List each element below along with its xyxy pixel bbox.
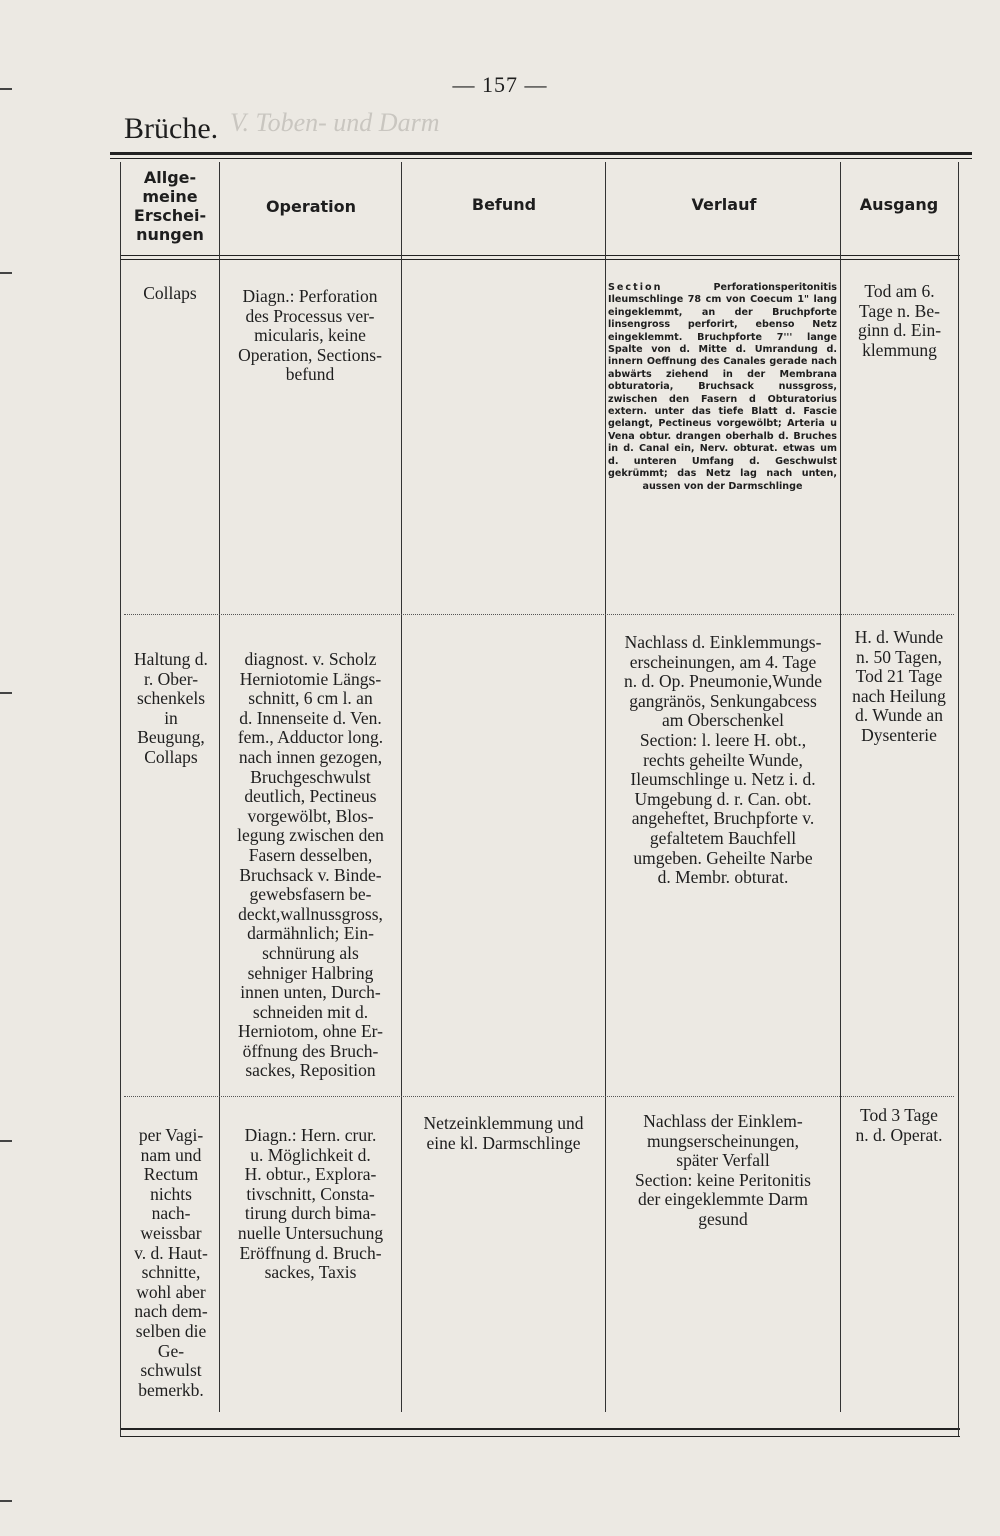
text-line: deckt,wallnussgross, [238, 903, 383, 924]
text-line: der eingeklemmte Darm [637, 1189, 809, 1210]
text-line: weissbar [140, 1222, 202, 1243]
text-line: d. Innenseite d. Ven. [239, 707, 382, 728]
text-line: innen unten, Durch- [240, 982, 381, 1003]
text-line: u. Möglichkeit d. [250, 1144, 371, 1165]
text-line: Section: l. leere H. obt., [639, 729, 807, 750]
text-line: legung zwischen den [237, 825, 384, 846]
text-line: Fasern desselben, [248, 844, 373, 865]
section-lead: Section [608, 282, 663, 293]
text-line: darmähnlich; Ein- [247, 923, 374, 944]
row2-ausgang [841, 628, 957, 746]
column-divider [401, 162, 402, 1412]
text-line: nach dem- [134, 1301, 208, 1322]
text-line: n. d. Operat. [855, 1124, 943, 1145]
text-line: sackes, Taxis [264, 1262, 357, 1283]
text-line: vorgewölbt, Blos- [247, 805, 374, 826]
bottom-rule [120, 1428, 960, 1430]
row2-allgemeine [122, 650, 220, 768]
row1-allgemeine: Collaps [143, 283, 197, 303]
text-line: öffnung des Bruch- [242, 1040, 379, 1061]
text-line: Ileumschlinge u. Netz i. d. [630, 769, 816, 790]
text-line: wohl aber [136, 1281, 206, 1302]
edge-mark [0, 1500, 12, 1502]
text-line: deutlich, Pectineus [244, 786, 377, 807]
text-line: d. Wunde an [855, 705, 943, 726]
header-allgemeine-erscheinungen [122, 168, 218, 244]
row3-ausgang [841, 1106, 957, 1145]
text-line: Operation, Sections- [238, 344, 382, 365]
text-line: schnürung als [262, 942, 359, 963]
text-line: nichts [150, 1183, 192, 1204]
text-line: Rectum [143, 1164, 199, 1185]
header-ausgang: Ausgang [859, 195, 939, 214]
text-line: Netzeinklemmung und [423, 1113, 584, 1133]
text-line: d. Membr. obturat. [657, 867, 789, 888]
row3-befund [402, 1114, 605, 1153]
header-verlauf: Verlauf [691, 195, 757, 214]
text-line: schnitt, 6 cm l. an [248, 688, 373, 709]
text-line: nach innen gezogen, [238, 746, 383, 767]
text-line: eine kl. Darmschlinge [426, 1132, 581, 1153]
text-line: H. obtur., Explora- [244, 1164, 377, 1185]
text-line: selben die [135, 1320, 207, 1341]
column-divider [120, 162, 121, 1436]
text-line: des Processus ver- [245, 305, 375, 326]
edge-mark [0, 692, 12, 694]
row-separator [124, 1096, 954, 1097]
text-line: bemerkb. [138, 1379, 204, 1400]
row2-verlauf [606, 633, 840, 888]
text-line: Bruchsack v. Binde- [239, 864, 382, 885]
text-line: Herniotom, ohne Er- [238, 1021, 383, 1042]
text-line: micularis, keine [254, 325, 366, 346]
row1-operation [220, 287, 400, 385]
text-line: am Oberschenkel [662, 710, 784, 731]
verlauf-text: Perforationsperitonitis Ileumschlinge 78 cm von Coecum 1" lang eingeklemmt, an der Bruchpforte linsengross perforirt, ebenso Netz eingeklemmt. Bruchpforte 7''' lange Spalte von d. Mitte d. Umrandung d. innern Oeffnung des Canales gerade nach abwärts ziehend in der Membrana obturatoria, Bruchsack nussgross, zwischen den Fasern d Obturatorius extern. unter das tiefe Blatt d. Fascie gelangt, Pectineus vorgewölbt; Arteria u Vena obtur. drangen oberhalb d. Bruches in d. Canal ein, Nerv. obturat. etwas um d. unteren Umfang d. Geschwulst gekrümmt; das Netz lag nach unten, aussen von der Darmschlinge [608, 282, 837, 492]
edge-mark [0, 1140, 12, 1142]
text-line: gesund [698, 1208, 748, 1229]
text-line: Collaps [144, 746, 198, 767]
text-line: Beugung, [137, 727, 205, 748]
text-line: n. d. Op. Pneumonie,Wunde [623, 671, 823, 692]
edge-mark [0, 272, 12, 274]
edge-mark [0, 88, 12, 90]
bottom-thin-rule [120, 1436, 960, 1437]
text-line: gewebsfasern be- [249, 884, 372, 905]
text-line: befund [285, 364, 335, 385]
text-line: r. Ober- [143, 668, 199, 689]
text-line: Tod 3 Tage [860, 1105, 938, 1125]
text-line: gangränös, Senkungabcess [629, 690, 817, 711]
text-line: diagnost. v. Scholz [244, 649, 377, 669]
text-line: nach Heilung [852, 685, 946, 706]
text-line: gefaltetem Bauchfell [649, 827, 797, 848]
text-line: mungserscheinungen, [646, 1130, 800, 1151]
bleed-through-text: V. Toben- und Darm [230, 108, 440, 137]
header-line: Allge- [143, 168, 197, 187]
header-rule [120, 255, 960, 256]
text-line: schwulst [140, 1360, 202, 1381]
top-thin-rule [110, 158, 972, 159]
text-line: Tage n. Be- [859, 300, 940, 321]
text-line: erscheinungen, am 4. Tage [629, 651, 817, 672]
column-divider [840, 162, 841, 1412]
text-line: umgeben. Geheilte Narbe [633, 847, 813, 868]
text-line: rechts geheilte Wunde, [643, 749, 803, 770]
text-line: sehniger Halbring [247, 962, 374, 983]
column-divider [958, 162, 959, 1436]
text-line: schenkels [136, 688, 206, 709]
text-line: Dysenterie [861, 724, 937, 745]
row1-ausgang [842, 282, 957, 360]
text-line: Tod 21 Tage [855, 666, 943, 687]
text-line: Diagn.: Perforation [242, 286, 378, 306]
text-line: schnitte, [141, 1262, 201, 1283]
text-line: Haltung d. [134, 649, 208, 669]
text-line: angeheftet, Bruchpforte v. [631, 808, 815, 829]
text-line: klemmung [862, 339, 937, 360]
row-separator [124, 614, 954, 615]
text-line: schneiden mit d. [252, 1001, 369, 1022]
text-line: Umgebung d. r. Can. obt. [634, 788, 812, 809]
header-line: Erschei- [133, 206, 207, 225]
text-line: Nachlass der Einklem- [643, 1111, 803, 1131]
text-line: Nachlass d. Einklemmungs- [624, 632, 822, 652]
header-line: nungen [136, 225, 204, 244]
text-line: Section: keine Peritonitis [635, 1169, 811, 1190]
text-line: ginn d. Ein- [857, 320, 942, 341]
text-line: Ge- [157, 1340, 185, 1361]
row1-verlauf [608, 282, 837, 493]
text-line: Bruchgeschwulst [250, 766, 371, 787]
top-double-rule [110, 152, 972, 155]
text-line: v. d. Haut- [134, 1242, 208, 1263]
text-line: in [164, 707, 178, 728]
text-line: tirung durch bima- [244, 1203, 377, 1224]
text-line: Diagn.: Hern. crur. [244, 1125, 377, 1145]
text-line: Herniotomie Längs- [239, 668, 382, 689]
header-rule-2 [120, 259, 960, 260]
text-line: n. 50 Tagen, [856, 646, 942, 667]
text-line: Eröffnung d. Bruch- [239, 1242, 382, 1263]
text-line: Tod am 6. [864, 281, 935, 301]
text-line: später Verfall [676, 1150, 770, 1171]
row3-operation [220, 1126, 401, 1283]
row3-allgemeine [122, 1126, 220, 1400]
text-line: nam und [140, 1144, 202, 1165]
text-line: H. d. Wunde [854, 627, 944, 647]
text-line: fem., Adductor long. [237, 727, 384, 748]
text-line: tivschnitt, Consta- [246, 1183, 375, 1204]
text-line: nuelle Untersuchung [237, 1222, 384, 1243]
row3-verlauf [606, 1112, 840, 1230]
header-line: meine [142, 187, 198, 206]
text-line: nach- [151, 1203, 191, 1224]
text-line: per Vagi- [138, 1125, 204, 1145]
row2-operation [220, 650, 401, 1081]
header-befund: Befund [471, 195, 537, 214]
header-operation: Operation [265, 197, 357, 216]
running-title: Brüche. [124, 112, 219, 145]
page-number: — 157 — [452, 72, 548, 97]
text-line: sackes, Reposition [245, 1060, 376, 1081]
